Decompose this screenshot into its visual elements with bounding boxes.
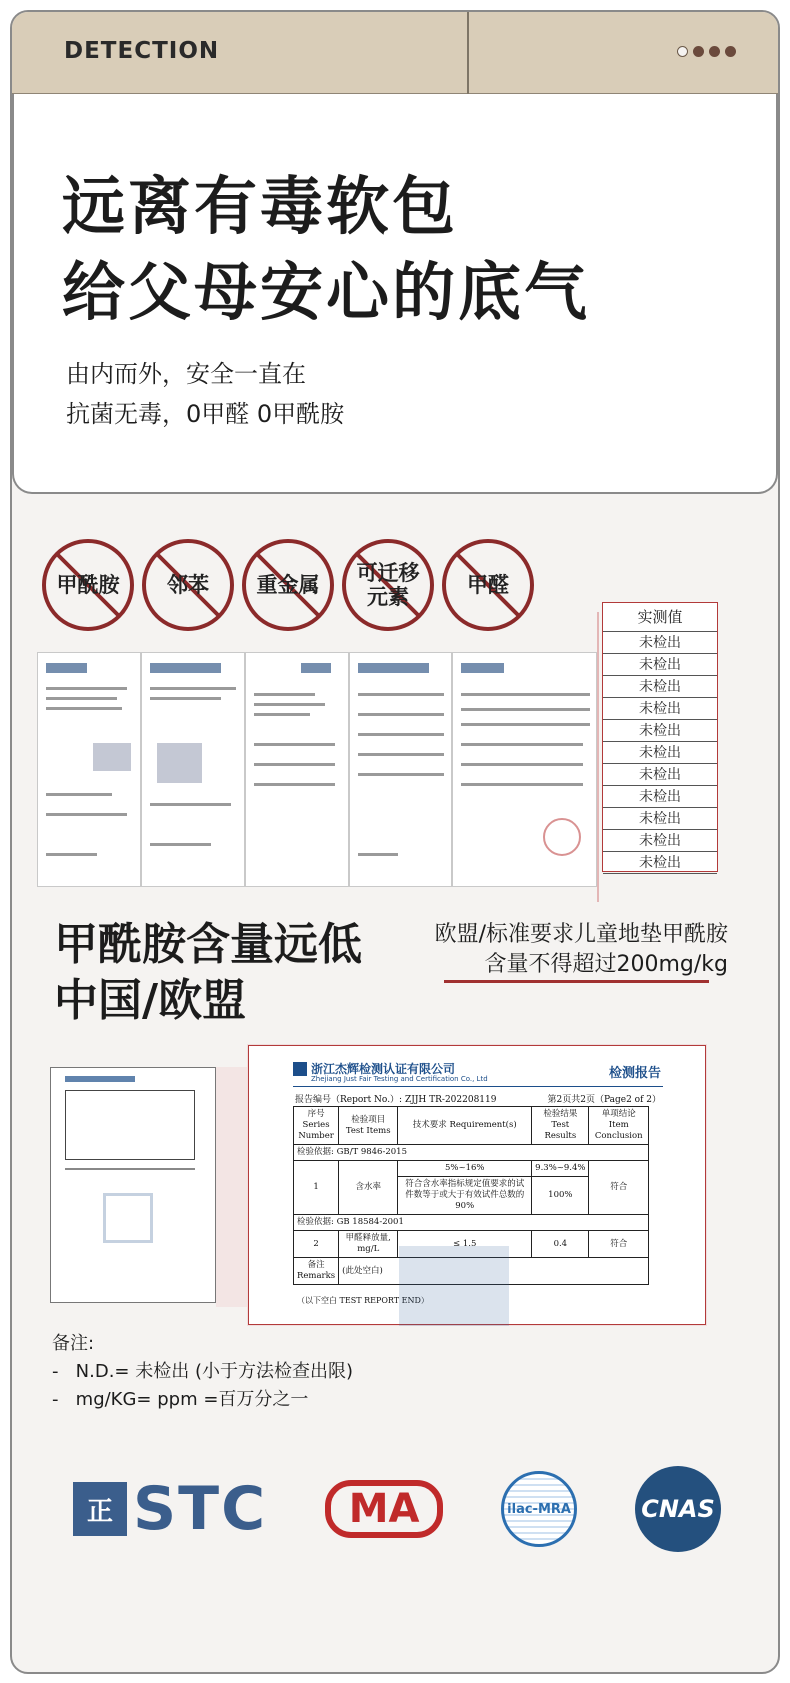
notes-line: - N.D.= 未检出 (小于方法检查出限) xyxy=(52,1361,353,1382)
formamide-heading-line2: 中国/欧盟 xyxy=(54,975,247,1026)
report-thumbnail xyxy=(37,652,141,887)
dot-filled xyxy=(725,46,736,57)
result-cell: 未检出 xyxy=(603,807,717,829)
stc-logo xyxy=(73,1474,267,1544)
col-header: 检验项目 Test Items xyxy=(339,1107,398,1145)
ban-label: 重金属 xyxy=(256,573,320,597)
card-frame xyxy=(10,10,780,1674)
cnas-logo: CNAS xyxy=(635,1466,721,1552)
cell: ≤ 1.5 xyxy=(398,1231,532,1258)
report-number: 报告编号（Report No.）: ZJJH TR-202208119 xyxy=(295,1095,497,1105)
test-basis: 检验依据: GB/T 9846-2015 xyxy=(294,1145,649,1161)
cell: 含水率 xyxy=(339,1161,398,1215)
ban-label: 邻苯 xyxy=(167,573,209,597)
cell: 甲醛释放量, mg/L xyxy=(339,1231,398,1258)
cell: 100% xyxy=(532,1177,589,1215)
report-title: 检测报告 xyxy=(608,1066,661,1081)
ban-formamide xyxy=(40,537,136,633)
result-cell: 未检出 xyxy=(603,697,717,719)
ban-label: 甲醛 xyxy=(467,573,509,597)
ilac-mra-logo: ilac-MRA xyxy=(501,1471,577,1547)
cma-logo: MA xyxy=(325,1480,443,1538)
ban-phthalates xyxy=(140,537,236,633)
results-header: 实测值 xyxy=(603,603,717,631)
accent-underline xyxy=(444,980,709,983)
result-cell: 未检出 xyxy=(603,851,717,873)
cell: 符合含水率指标规定值要求的试件数等于或大于有效试件总数的90% xyxy=(398,1177,532,1215)
cell: (此处空白) xyxy=(339,1258,649,1285)
result-cell: 未检出 xyxy=(603,631,717,653)
eu-standard-line2: 含量不得超过200mg/kg xyxy=(484,952,728,977)
result-cell: 未检出 xyxy=(603,741,717,763)
hero-title-line2: 给父母安心的底气 xyxy=(62,256,590,329)
stc-logo-text: STC xyxy=(132,1474,268,1544)
cell: 备注 Remarks xyxy=(294,1258,339,1285)
report-page: 第2页共2页（Page2 of 2） xyxy=(547,1095,661,1105)
stc-logo-mark: 正 xyxy=(73,1482,127,1536)
cell: 2 xyxy=(294,1231,339,1258)
report-thumbnail xyxy=(141,652,245,887)
eu-standard-note xyxy=(435,920,728,980)
dot-filled xyxy=(709,46,720,57)
divider xyxy=(293,1086,663,1087)
notes-line: - mg/KG= ppm =百万分之一 xyxy=(52,1389,309,1410)
header-bar xyxy=(12,12,778,94)
ban-heavy-metals xyxy=(240,537,336,633)
cell: 符合 xyxy=(589,1231,649,1258)
hero-sub-line1: 由内而外，安全一直在 xyxy=(66,360,306,388)
report-thumbnail xyxy=(452,652,597,887)
test-basis: 检验依据: GB 18584-2001 xyxy=(294,1215,649,1231)
result-cell: 未检出 xyxy=(603,675,717,697)
notes-title: 备注: xyxy=(52,1333,95,1354)
dot-empty xyxy=(677,46,688,57)
header-title: DETECTION xyxy=(64,38,220,64)
ban-formaldehyde xyxy=(440,537,536,633)
col-header: 序号 Series Number xyxy=(294,1107,339,1145)
col-header: 单项结论 Item Conclusion xyxy=(589,1107,649,1145)
certification-logos xyxy=(12,1454,780,1564)
report-thumbnail xyxy=(245,652,349,887)
pagination-dots xyxy=(677,46,736,57)
cell: 5%~16% xyxy=(398,1161,532,1177)
dot-filled xyxy=(693,46,704,57)
cell: 符合 xyxy=(589,1161,649,1215)
company-name-en: Zhejiang Just Fair Testing and Certification Co., Ltd xyxy=(311,1075,488,1083)
notes xyxy=(52,1330,353,1414)
cell: 1 xyxy=(294,1161,339,1215)
report-end: （以下空白 TEST REPORT END） xyxy=(297,1296,429,1305)
result-cell: 未检出 xyxy=(603,719,717,741)
result-cell: 未检出 xyxy=(603,763,717,785)
result-cell: 未检出 xyxy=(603,653,717,675)
prohibited-substances xyxy=(40,537,536,633)
cell: 0.4 xyxy=(532,1231,589,1258)
col-header: 检验结果 Test Results xyxy=(532,1107,589,1145)
cell: 9.3%~9.4% xyxy=(532,1161,589,1177)
result-cell: 未检出 xyxy=(603,829,717,851)
results-table xyxy=(603,603,717,874)
company-logo xyxy=(293,1062,307,1076)
ban-label: 可迁移 元素 xyxy=(356,561,420,609)
zoom-guide-line xyxy=(597,612,599,902)
report-thumbnail xyxy=(349,652,453,887)
report-thumbnail-small xyxy=(50,1067,216,1303)
hero-subtitle xyxy=(66,354,344,434)
results-zoom-panel xyxy=(602,602,718,872)
eu-standard-line1: 欧盟/标准要求儿童地垫甲酰胺 xyxy=(434,922,728,947)
formamide-heading xyxy=(54,917,362,1029)
test-report-thumbnails xyxy=(37,652,597,887)
result-cell: 未检出 xyxy=(603,785,717,807)
header-divider xyxy=(467,12,469,94)
hero-title-line1: 远离有毒软包 xyxy=(62,170,458,243)
report-zoom-panel xyxy=(248,1045,706,1325)
ban-migratory-elements xyxy=(340,537,436,633)
hero-sub-line2: 抗菌无毒，0甲醛 0甲酰胺 xyxy=(66,400,345,428)
hero-title xyxy=(62,164,590,336)
formamide-heading-line1: 甲酰胺含量远低 xyxy=(54,919,362,970)
company-name: 浙江杰辉检测认证有限公司 xyxy=(311,1062,456,1076)
zoom-guide xyxy=(216,1067,250,1307)
col-header: 技术要求 Requirement(s) xyxy=(398,1107,532,1145)
hero-panel xyxy=(12,94,778,494)
watermark-icon xyxy=(399,1246,509,1326)
ban-label: 甲酰胺 xyxy=(56,573,120,597)
